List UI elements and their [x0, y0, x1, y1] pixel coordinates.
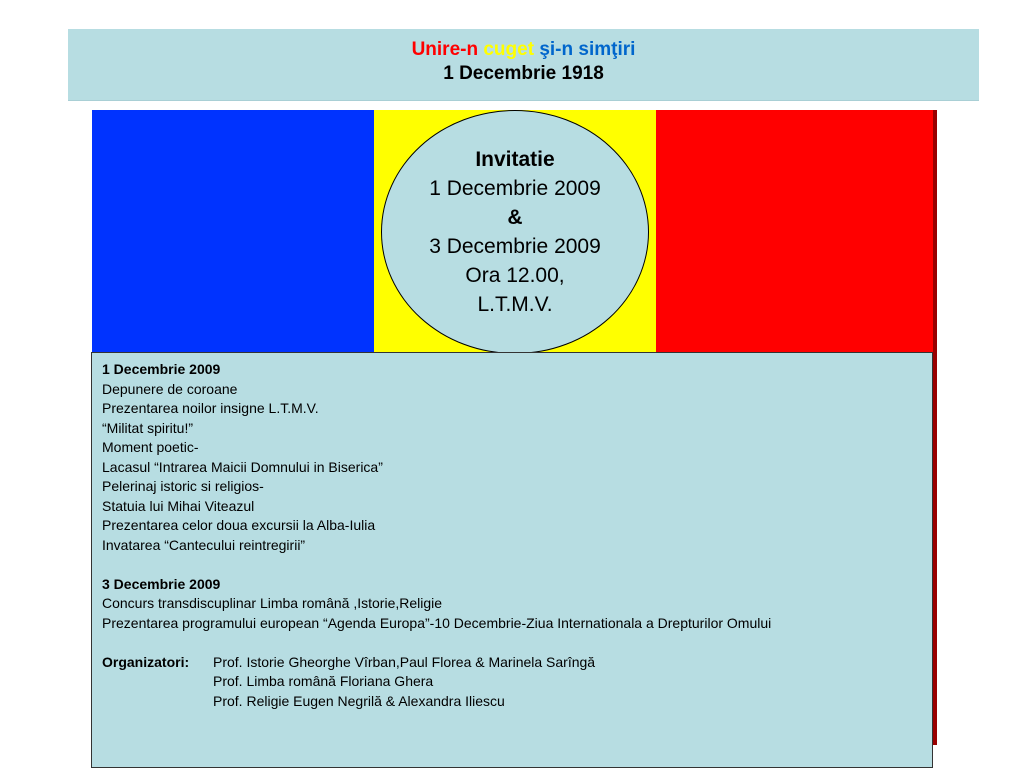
invitation-place: L.T.M.V.: [477, 293, 553, 316]
day1-item: Moment poetic-: [102, 439, 199, 455]
program-box: [91, 352, 933, 768]
day1-item: “Militat spiritu!”: [102, 419, 194, 436]
day1-item: Prezentarea celor doua excursii la Alba-Iulia: [102, 517, 376, 533]
day1-item: Depunere de coroane: [102, 380, 238, 397]
title: [68, 38, 979, 62]
invitation-ampersand: &: [507, 206, 523, 229]
day1-item: Lacasul “Intrarea Maicii Domnului in Biserica”: [102, 458, 383, 475]
subtitle: 1 Decembrie 1918: [443, 63, 604, 84]
invitation-time: Ora 12.00,: [465, 264, 565, 287]
day1-item: Prezentarea noilor insigne L.T.M.V.: [102, 400, 319, 416]
invitation-oval: [381, 110, 649, 354]
day2-item: Prezentarea programului european “Agenda Europa”-10 Decembrie-Ziua Internationala a Drepturilor Omului: [102, 614, 772, 631]
invitation-date1: 1 Decembrie 2009: [429, 177, 601, 200]
spacer: [102, 633, 932, 653]
title-part-blue: şi-n simţiri: [539, 39, 636, 60]
spacer: [102, 555, 932, 575]
organizer: Prof. Religie Eugen Negrilă & Alexandra Iliescu: [213, 692, 505, 709]
day1-title: 1 Decembrie 2009: [102, 361, 221, 377]
title-banner: [68, 29, 979, 101]
organizers-label: Organizatori:: [102, 653, 190, 670]
day1-item: Invatarea “Cantecului reintregirii”: [102, 536, 306, 553]
organizer: Prof. Istorie Gheorghe Vîrban,Paul Florea & Marinela Sarîngă: [213, 653, 596, 670]
title-part-red: Unire-n: [411, 39, 479, 60]
title-part-yellow: cuget: [483, 39, 535, 60]
invitation-date2: 3 Decembrie 2009: [429, 235, 601, 258]
day1-item: Pelerinaj istoric si religios-: [102, 478, 264, 494]
organizer: Prof. Limba română Floriana Ghera: [213, 673, 434, 689]
invitation-heading: Invitatie: [475, 148, 555, 171]
day2-title: 3 Decembrie 2009: [102, 575, 221, 592]
flag-shadow: [933, 110, 937, 745]
day1-item: Statuia lui Mihai Viteazul: [102, 497, 255, 514]
organizers-row: [102, 653, 932, 673]
day2-item: Concurs transdiscuplinar Limba română ,Istorie,Religie: [102, 595, 443, 611]
